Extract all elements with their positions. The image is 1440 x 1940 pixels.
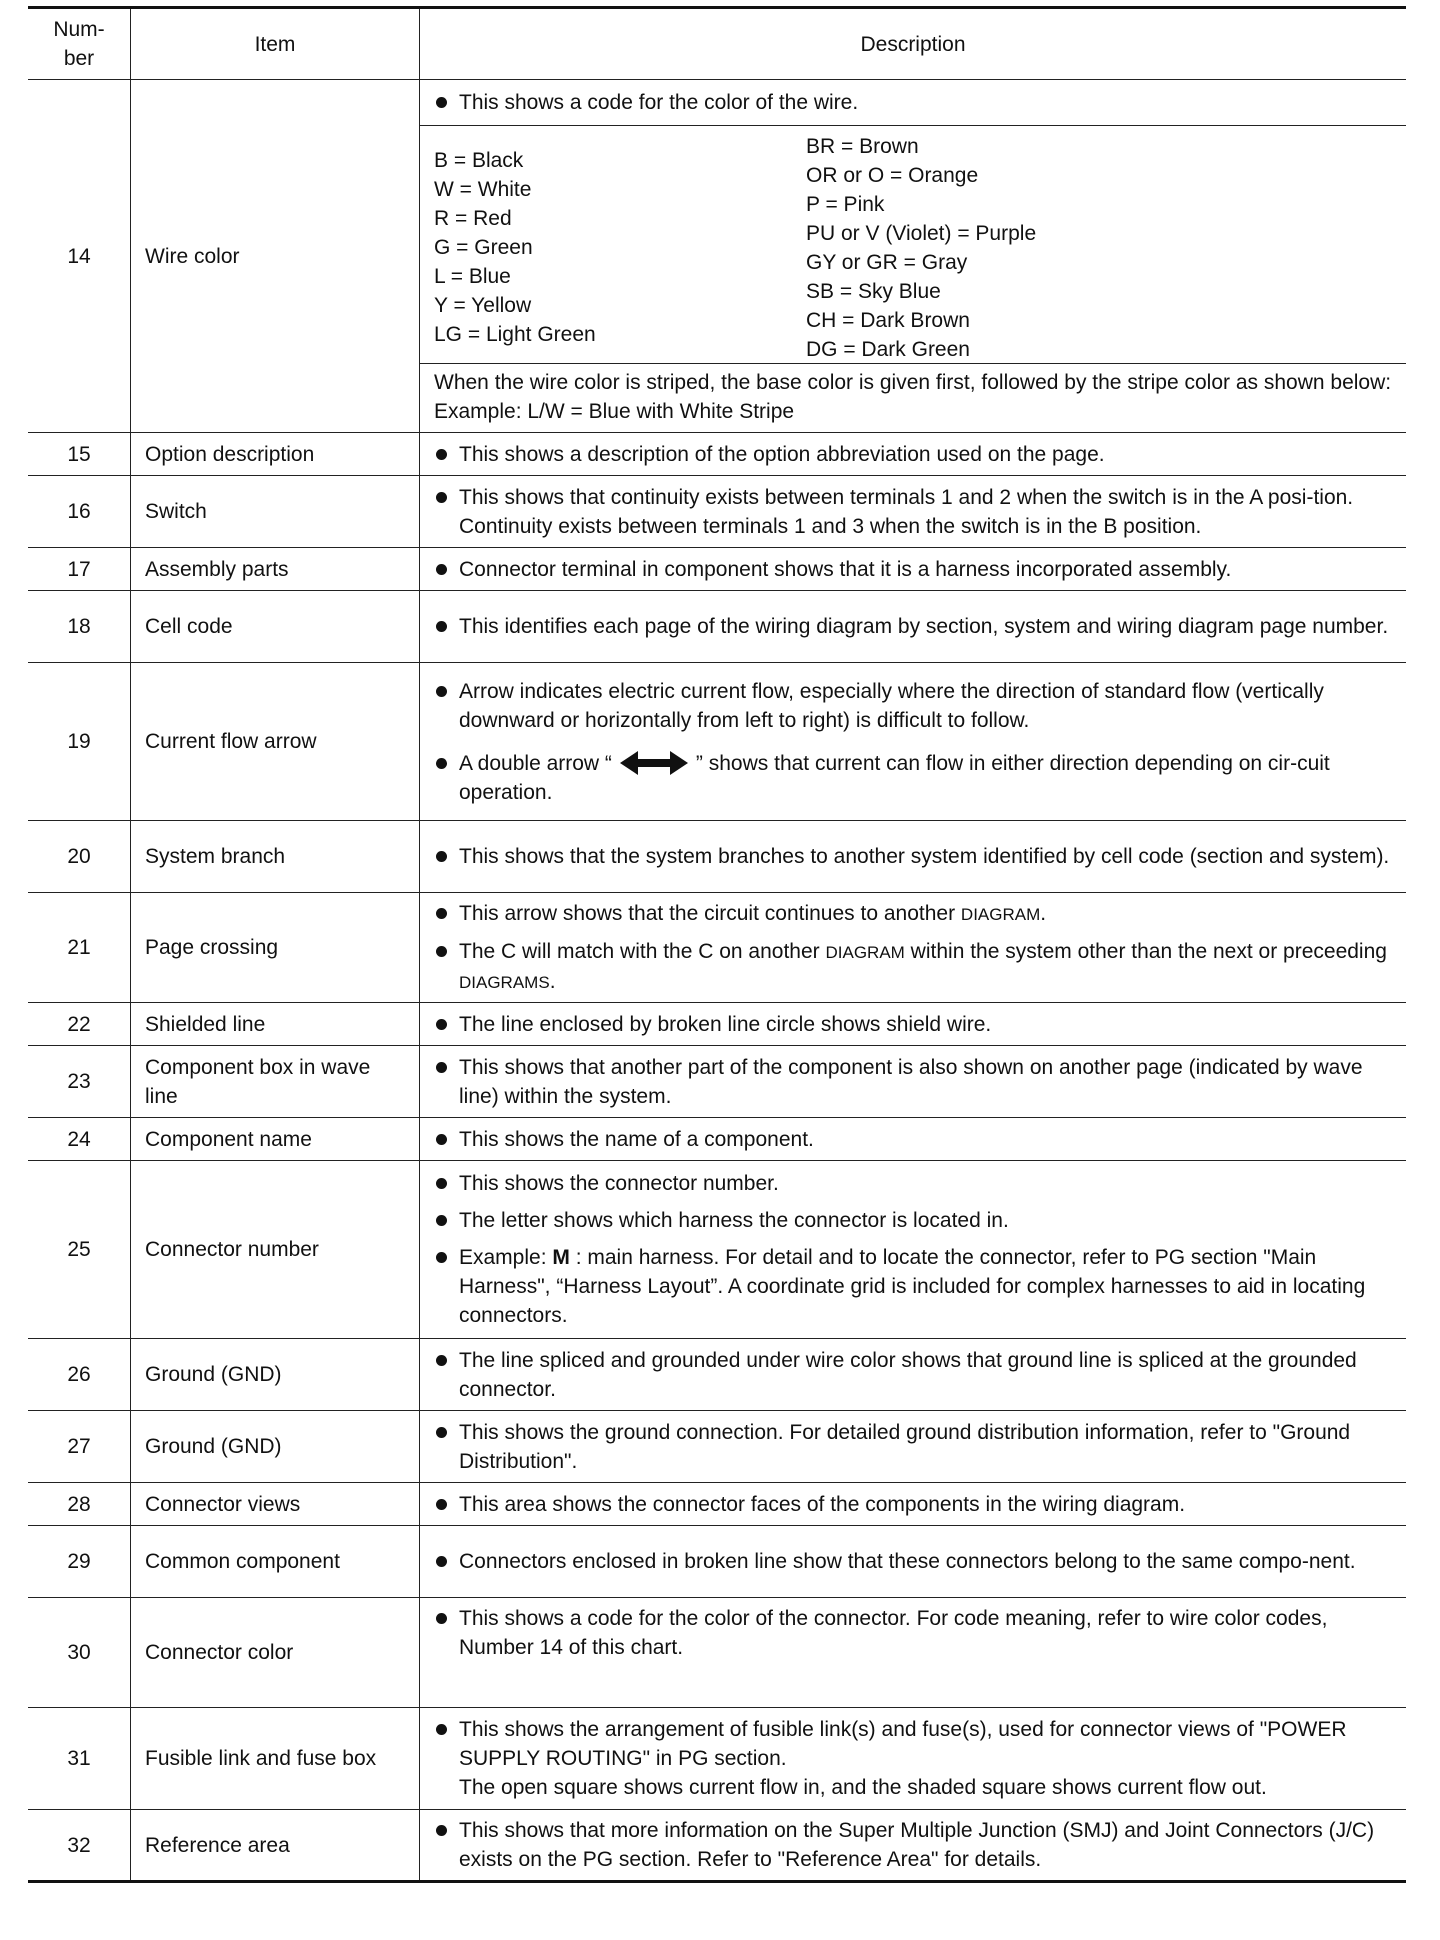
- bullet: This shows a description of the option abbreviation used on the page.: [434, 440, 1394, 469]
- row-number: 21: [28, 893, 131, 1003]
- row-number: 18: [28, 591, 131, 663]
- legend-table: [28, 6, 1406, 1883]
- table-row: [28, 80, 1406, 433]
- bullet: This shows the arrangement of fusible link(s) and fuse(s), used for connector views of "POWER SUPPLY ROUTING" in PG section.: [434, 1715, 1394, 1773]
- bullet-dot-icon: [436, 946, 447, 957]
- row-description: [420, 433, 1407, 476]
- table-row: [28, 893, 1406, 1003]
- row-number: 32: [28, 1810, 131, 1882]
- bullet: This shows the ground connection. For detailed ground distribution information, refer to "Ground Distribution".: [434, 1418, 1394, 1476]
- bullet: This shows a code for the color of the wire.: [434, 88, 1394, 117]
- row-description: [420, 1810, 1407, 1882]
- row-number: 25: [28, 1161, 131, 1339]
- bullet-dot-icon: [436, 621, 447, 632]
- table-row: [28, 1118, 1406, 1161]
- row-description: [420, 1003, 1407, 1046]
- table-row: [28, 548, 1406, 591]
- bullet: This identifies each page of the wiring diagram by section, system and wiring diagram page number.: [434, 612, 1394, 641]
- table-row: [28, 1161, 1406, 1339]
- header-number: Num- ber: [28, 8, 131, 80]
- row-description: [420, 893, 1407, 1003]
- row-number: 16: [28, 476, 131, 548]
- double-arrow-icon: [618, 749, 690, 778]
- row-number: 31: [28, 1708, 131, 1810]
- row-number: 26: [28, 1339, 131, 1411]
- bullet-dot-icon: [436, 1178, 447, 1189]
- row-number: 15: [28, 433, 131, 476]
- table-header-row: [28, 8, 1406, 80]
- table-row: [28, 821, 1406, 893]
- row-description: [420, 1483, 1407, 1526]
- bullet-dot-icon: [436, 1355, 447, 1366]
- table-row: [28, 663, 1406, 821]
- bullet-dot-icon: [436, 564, 447, 575]
- bullet-dot-icon: [436, 97, 447, 108]
- row-item: Assembly parts: [131, 548, 420, 591]
- bullet: This shows the connector number.: [434, 1169, 1394, 1198]
- bullet: This area shows the connector faces of the components in the wiring diagram.: [434, 1490, 1394, 1519]
- row-description: This shows the arrangement of fusible link(s) and fuse(s), used for connector views of "POWER SUPPLY ROUTING" in PG section. The open square shows current flow in, and the shaded square shows current flow out.: [420, 1708, 1407, 1810]
- table-row: [28, 1483, 1406, 1526]
- row-item: Shielded line: [131, 1003, 420, 1046]
- bullet-dot-icon: [436, 758, 447, 769]
- bullet: The line spliced and grounded under wire color shows that ground line is spliced at the grounded connector.: [434, 1346, 1394, 1404]
- codes-left-column: B = Black W = White R = Red G = Green L = Blue Y = Yellow LG = Light Green: [434, 149, 596, 346]
- row-description: [420, 1118, 1407, 1161]
- bullet: This shows that another part of the component is also shown on another page (indicated by wave line) within the system.: [434, 1053, 1394, 1111]
- row-description: [420, 1526, 1407, 1598]
- codes-right-column: BR = Brown OR or O = Orange P = Pink PU or V (Violet) = Purple GY or GR = Gray SB = Sky Blue CH = Dark Brown DG = Dark Green: [806, 135, 1037, 361]
- bullet: This shows a code for the color of the connector. For code meaning, refer to wire color codes, Number 14 of this chart.: [434, 1604, 1394, 1662]
- bullet-dot-icon: [436, 1825, 447, 1836]
- row-number: 27: [28, 1411, 131, 1483]
- row-item: Common component: [131, 1526, 420, 1598]
- row-item: Reference area: [131, 1810, 420, 1882]
- bullet: The line enclosed by broken line circle shows shield wire.: [434, 1010, 1394, 1039]
- table-row: [28, 1708, 1406, 1810]
- row-item: Page crossing: [131, 893, 420, 1003]
- row-number: 22: [28, 1003, 131, 1046]
- row-item: Component box in wave line: [131, 1046, 420, 1118]
- bullet: Connectors enclosed in broken line show that these connectors belong to the same compo-nent.: [434, 1547, 1394, 1576]
- row-number: 30: [28, 1598, 131, 1708]
- bullet-dot-icon: [436, 449, 447, 460]
- row-item: Connector views: [131, 1483, 420, 1526]
- row-item: Wire color: [131, 80, 420, 433]
- bullet: Connector terminal in component shows that it is a harness incorporated assembly.: [434, 555, 1394, 584]
- row-description: [420, 1598, 1407, 1708]
- row-number: 17: [28, 548, 131, 591]
- table-row: [28, 1810, 1406, 1882]
- bullet-dot-icon: [436, 1499, 447, 1510]
- row-number: 28: [28, 1483, 131, 1526]
- row-description: [420, 591, 1407, 663]
- row-number: 19: [28, 663, 131, 821]
- table-row: [28, 1598, 1406, 1708]
- bullet-dot-icon: [436, 1252, 447, 1263]
- row-description: [420, 476, 1407, 548]
- bullet-dot-icon: [436, 1134, 447, 1145]
- bullet: This shows that more information on the Super Multiple Junction (SMJ) and Joint Connectors (J/C) exists on the PG section. Refer to "Reference Area" for details.: [434, 1816, 1394, 1874]
- bullet-dot-icon: [436, 1427, 447, 1438]
- stripe-example: Example: L/W = Blue with White Stripe: [434, 400, 795, 423]
- header-item: Item: [131, 8, 420, 80]
- bullet: The letter shows which harness the connector is located in.: [434, 1206, 1394, 1235]
- wiring-diagram-legend-document: [28, 6, 1406, 1883]
- row-description: [420, 548, 1407, 591]
- row-item: Component name: [131, 1118, 420, 1161]
- bullet-dot-icon: [436, 1062, 447, 1073]
- row-item: Option description: [131, 433, 420, 476]
- bullet: This shows that the system branches to another system identified by cell code (section and system).: [434, 842, 1394, 871]
- row-item: Switch: [131, 476, 420, 548]
- table-row: [28, 476, 1406, 548]
- row-item: System branch: [131, 821, 420, 893]
- header-description: Description: [420, 8, 1407, 80]
- table-row: [28, 1003, 1406, 1046]
- row-item: Connector color: [131, 1598, 420, 1708]
- table-row: [28, 1411, 1406, 1483]
- row-description: [420, 80, 1407, 433]
- bullet: Arrow indicates electric current flow, especially where the direction of standard flow (vertically downward or horizontally from left to right) is difficult to follow.: [434, 677, 1394, 735]
- bullet-dot-icon: [436, 1019, 447, 1030]
- row-item: Ground (GND): [131, 1339, 420, 1411]
- row-number: 29: [28, 1526, 131, 1598]
- bullet: Example: M : main harness. For detail and to locate the connector, refer to PG section "Main Harness", “Harness Layout”. A coordinate grid is included for complex harnesses to aid in locating connectors.: [434, 1243, 1394, 1330]
- row-item: Connector number: [131, 1161, 420, 1339]
- bullet-dot-icon: [436, 1215, 447, 1226]
- row-item: Fusible link and fuse box: [131, 1708, 420, 1810]
- row-item: Ground (GND): [131, 1411, 420, 1483]
- bullet: The C will match with the C on another DIAGRAM within the system other than the next or preceeding DIAGRAMS.: [434, 937, 1394, 997]
- table-row: [28, 1526, 1406, 1598]
- row-item: Current flow arrow: [131, 663, 420, 821]
- bullet-dot-icon: [436, 908, 447, 919]
- table-row: [28, 591, 1406, 663]
- bullet: This shows the name of a component.: [434, 1125, 1394, 1154]
- bullet: This arrow shows that the circuit continues to another DIAGRAM.: [434, 899, 1394, 929]
- row-number: 24: [28, 1118, 131, 1161]
- table-row: [28, 433, 1406, 476]
- row-description: [420, 1339, 1407, 1411]
- bullet: This shows that continuity exists between terminals 1 and 2 when the switch is in the A posi-tion. Continuity exists between terminals 1 and 3 when the switch is in the B position.: [434, 483, 1394, 541]
- bullet-dot-icon: [436, 1613, 447, 1624]
- row-number: 23: [28, 1046, 131, 1118]
- row-number: 20: [28, 821, 131, 893]
- row-description: [420, 1411, 1407, 1483]
- bullet-dot-icon: [436, 1724, 447, 1735]
- row-description: [420, 663, 1407, 821]
- stripe-note: When the wire color is striped, the base color is given first, followed by the stripe color as shown below:: [434, 371, 1392, 394]
- bullet-dot-icon: [436, 492, 447, 503]
- row-description: [420, 1046, 1407, 1118]
- table-row: [28, 1339, 1406, 1411]
- row-number: 14: [28, 80, 131, 433]
- row-item: Cell code: [131, 591, 420, 663]
- row-description: [420, 821, 1407, 893]
- bullet: A double arrow “ ” shows that current can flow in either direction depending on cir-cuit operation.: [434, 749, 1394, 807]
- bullet-dot-icon: [436, 851, 447, 862]
- bullet-dot-icon: [436, 1556, 447, 1567]
- bullet-dot-icon: [436, 686, 447, 697]
- wire-color-codes: [420, 126, 1406, 364]
- table-row: [28, 1046, 1406, 1118]
- row-description: [420, 1161, 1407, 1339]
